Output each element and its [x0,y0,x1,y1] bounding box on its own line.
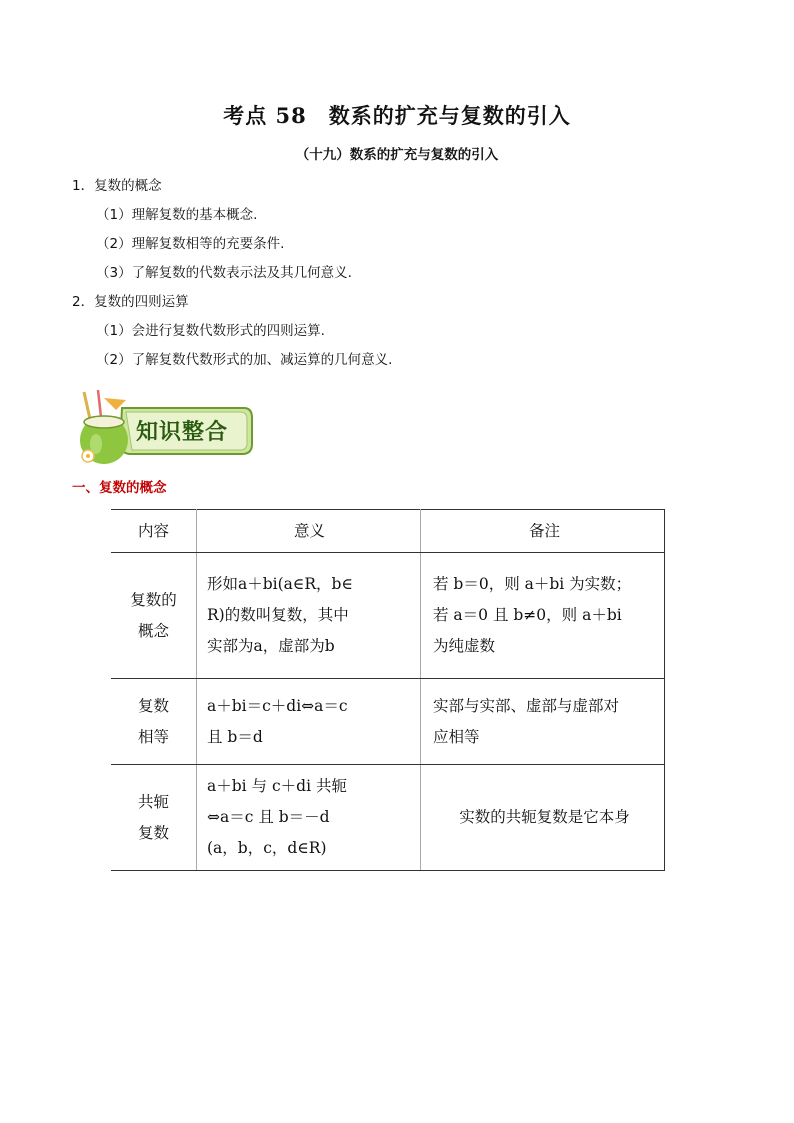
header-note: 备注 [421,510,665,553]
table-row [111,765,665,871]
outline-item-2-2: （2）了解复数代数形式的加、减运算的几何意义. [96,352,393,368]
outline-item-1-3: （3）了解复数的代数表示法及其几何意义. [96,265,352,281]
row-note: 若 b＝0，则 a＋bi 为实数； 若 a＝0 且 b≠0，则 a＋bi 为纯虚数 [421,553,665,679]
page-subtitle: （十九）数系的扩充与复数的引入 [295,147,499,163]
page-title: 考点 58 数系的扩充与复数的引入 [223,103,571,128]
row-note: 实数的共轭复数是它本身 [421,765,665,871]
outline-item-2-1: （1）会进行复数代数形式的四则运算. [96,323,325,339]
outline-item-2-label: 2．复数的四则运算 [72,294,189,310]
row-meaning: a＋bi 与 c＋di 共轭 ⇔a＝c 且 b＝－d (a，b，c，d∈R) [197,765,421,871]
header-meaning: 意义 [197,510,421,553]
table-row [111,553,665,679]
outline-item-1-2: （2）理解复数相等的充要条件. [96,236,285,252]
outline-item-1-label: 1．复数的概念 [72,178,162,194]
table-row [111,679,665,765]
row-meaning: a＋bi＝c＋di⇔a＝c 且 b＝d [197,679,421,765]
row-item: 共轭 复数 [111,765,197,871]
row-note: 实部与实部、虚部与虚部对 应相等 [421,679,665,765]
row-item: 复数 相等 [111,679,197,765]
outline [72,172,722,375]
complex-number-table [111,509,665,871]
header-item: 内容 [111,510,197,553]
table-header-row [111,510,665,553]
knowledge-badge [74,388,254,464]
row-item: 复数的 概念 [111,553,197,679]
badge-text: 知识整合 [136,420,229,445]
outline-item-1-1: （1）理解复数的基本概念. [96,207,258,223]
row-meaning: 形如a＋bi(a∈R，b∈ R)的数叫复数，其中 实部为a，虚部为b [197,553,421,679]
section-heading: 一、复数的概念 [72,480,167,496]
